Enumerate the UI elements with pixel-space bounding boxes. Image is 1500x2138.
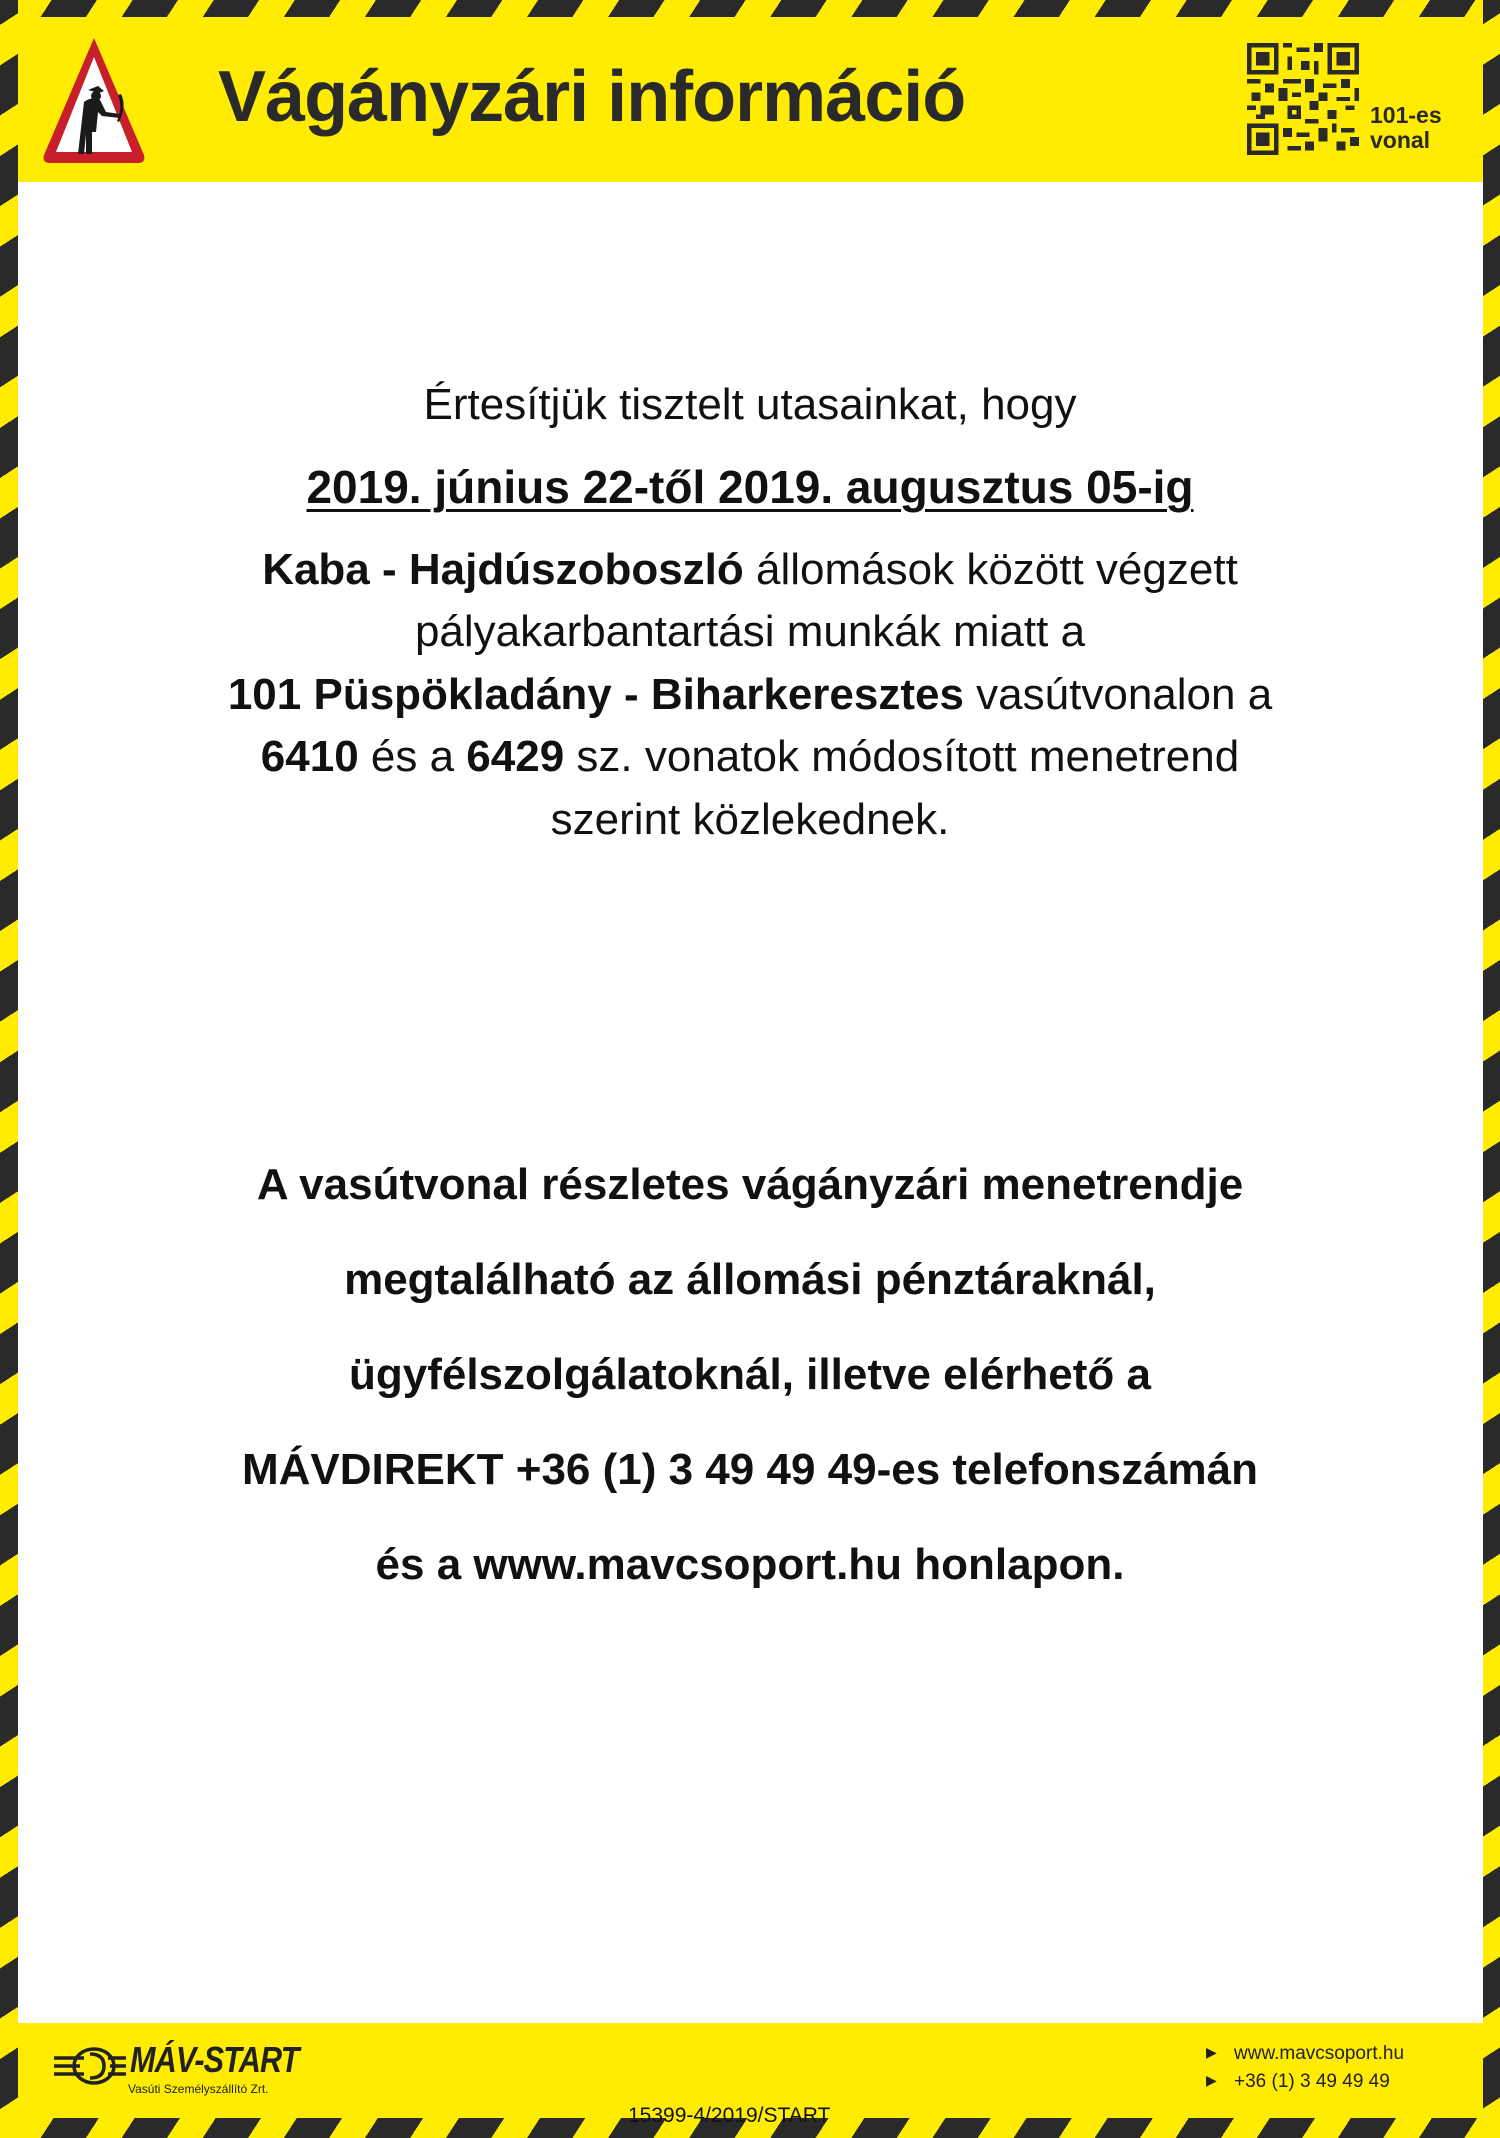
notice-line-1 — [0, 539, 1500, 601]
website-link[interactable]: www.mavcsoport.hu — [1234, 2043, 1405, 2064]
line-word: vonal — [1370, 127, 1431, 153]
logo-subtitle: Vasúti Személyszállító Zrt. — [128, 2082, 269, 2096]
notice-line-5: szerint közlekednek. — [550, 795, 950, 844]
info-line: ügyfélszolgálatoknál, illetve elérhető a — [348, 1350, 1152, 1399]
qr-code-icon[interactable] — [1247, 43, 1359, 155]
railway-line-name: 101 Püspökladány - Biharkeresztes — [227, 670, 964, 719]
contact-phone[interactable] — [1206, 2069, 1390, 2093]
notice-intro: Értesítjük tisztelt utasainkat, hogy — [423, 380, 1077, 429]
notice-date-range: 2019. június 22-től 2019. augusztus 05-ig — [306, 461, 1194, 513]
notice-line-2: pályakarbantartási munkák miatt a — [414, 607, 1086, 656]
arrow-right-icon: ▶ — [1206, 2044, 1217, 2060]
train-number: 6429 — [466, 732, 565, 781]
document-reference: 15399-4/2019/START — [628, 2104, 831, 2127]
notice-line-4 — [0, 726, 1500, 788]
track-worker-warning-icon — [38, 30, 150, 170]
section-name: Kaba - Hajdúszoboszló — [262, 545, 744, 594]
notice-text: sz. vonatok módosított menetrend — [564, 732, 1240, 781]
arrow-right-icon: ▶ — [1206, 2072, 1217, 2088]
notice-line-3 — [0, 664, 1500, 726]
hazard-stripe-right — [1483, 0, 1500, 2138]
line-label — [1370, 103, 1442, 153]
notice-text: állomások között végzett — [743, 545, 1238, 594]
info-line: és a www.mavcsoport.hu honlapon. — [375, 1540, 1125, 1589]
train-number: 6410 — [260, 732, 359, 781]
contact-website[interactable] — [1206, 2041, 1404, 2065]
notice-text: és a — [358, 732, 467, 781]
hazard-stripe-left — [0, 0, 18, 2138]
info-line: MÁVDIREKT +36 (1) 3 49 49 49-es telefonszámán — [241, 1445, 1259, 1494]
notice-text: vasútvonalon a — [963, 670, 1273, 719]
info-line: A vasútvonal részletes vágányzári menetrendje — [256, 1160, 1244, 1209]
line-number: 101-es — [1370, 102, 1442, 128]
hazard-stripe-top — [0, 0, 1500, 17]
logo-name: MÁV-START — [130, 2039, 299, 2080]
info-line: megtalálható az állomási pénztáraknál, — [344, 1255, 1156, 1304]
page-title: Vágányzári információ — [218, 57, 966, 137]
phone-number[interactable]: +36 (1) 3 49 49 49 — [1234, 2071, 1390, 2092]
